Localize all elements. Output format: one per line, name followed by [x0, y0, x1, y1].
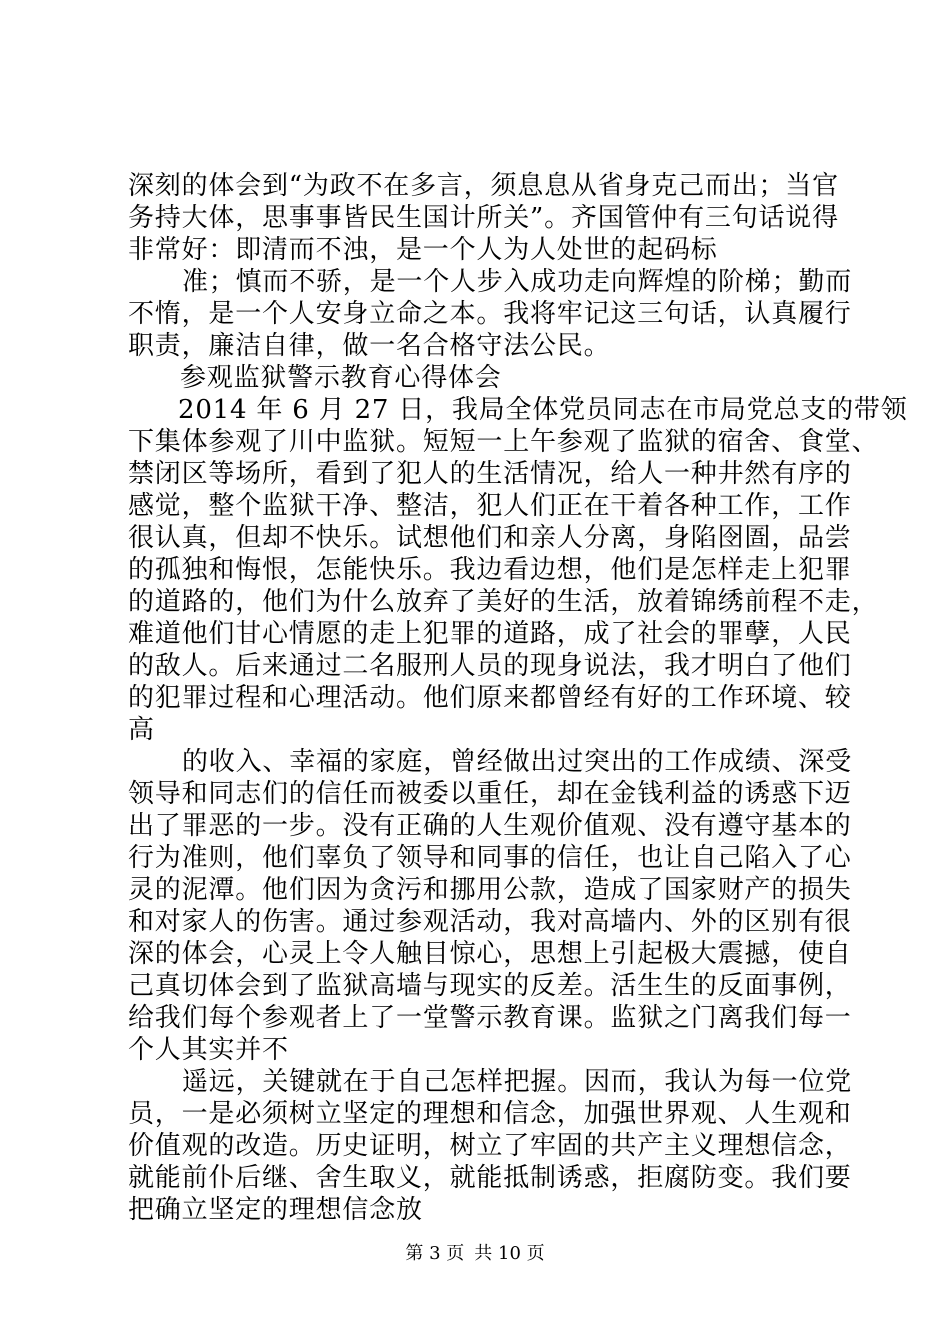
section-heading: 参观监狱警示教育心得体会: [180, 363, 502, 393]
text-line: 把确立坚定的理想信念放: [128, 1195, 423, 1225]
text-line: 深刻的体会到“为政不在多言，须息息从省身克己而出；当官: [128, 171, 839, 201]
text-line: 出了罪恶的一步。没有正确的人生观价值观、没有遵守基本的: [128, 811, 852, 841]
text-line: 2014 年 6 月 27 日，我局全体党员同志在市局党总支的带领: [178, 395, 908, 425]
text-line: 高: [128, 715, 155, 745]
text-line: 的孤独和悔恨，怎能快乐。我边看边想，他们是怎样走上犯罪: [128, 555, 852, 585]
text-line: 员，一是必须树立坚定的理想和信念，加强世界观、人生观和: [128, 1099, 852, 1129]
text-line: 非常好：即清而不浊，是一个人为人处世的起码标: [128, 235, 718, 265]
text-line: 灵的泥潭。他们因为贪污和挪用公款，造成了国家财产的损失: [128, 875, 852, 905]
text-line: 遥远，关键就在于自己怎样把握。因而，我认为每一位党: [182, 1067, 853, 1097]
text-line: 的道路的，他们为什么放弃了美好的生活，放着锦绣前程不走，: [128, 587, 879, 617]
document-body: [128, 170, 908, 1226]
text-line: 难道他们甘心情愿的走上犯罪的道路，成了社会的罪孽，人民: [128, 619, 852, 649]
text-line: 禁闭区等场所，看到了犯人的生活情况，给人一种井然有序的: [128, 459, 852, 489]
text-line: 很认真，但却不快乐。试想他们和亲人分离，身陷囹圄，品尝: [128, 523, 852, 553]
text-line: 感觉，整个监狱干净、整洁，犯人们正在干着各种工作，工作: [128, 491, 852, 521]
text-line: 的收入、幸福的家庭，曾经做出过突出的工作成绩、深受: [182, 747, 853, 777]
text-line: 己真切体会到了监狱高墙与现实的反差。活生生的反面事例，: [128, 971, 852, 1001]
text-line: 务持大体，思事事皆民生国计所关”。齐国管仲有三句话说得: [128, 203, 839, 233]
text-line: 给我们每个参观者上了一堂警示教育课。监狱之门离我们每一: [128, 1003, 852, 1033]
page-total: 共 10 页: [474, 1243, 545, 1264]
text-line: 深的体会，心灵上令人触目惊心，思想上引起极大震撼，使自: [128, 939, 852, 969]
page-footer: [0, 1243, 950, 1265]
text-line: 个人其实并不: [128, 1035, 289, 1065]
text-line: 行为准则，他们辜负了领导和同事的信任，也让自己陷入了心: [128, 843, 852, 873]
text-line: 和对家人的伤害。通过参观活动，我对高墙内、外的区别有很: [128, 907, 852, 937]
text-line: 就能前仆后继、舍生取义，就能抵制诱惑，拒腐防变。我们要: [128, 1163, 852, 1193]
text-line: 价值观的改造。历史证明，树立了牢固的共产主义理想信念，: [128, 1131, 852, 1161]
text-line: 职责，廉洁自律，做一名合格守法公民。: [128, 331, 611, 361]
page-number: 第 3 页: [405, 1243, 465, 1264]
text-line: 领导和同志们的信任而被委以重任，却在金钱利益的诱惑下迈: [128, 779, 852, 809]
text-line: 的犯罪过程和心理活动。他们原来都曾经有好的工作环境、较: [128, 683, 852, 713]
text-line: 下集体参观了川中监狱。短短一上午参观了监狱的宿舍、食堂、: [128, 427, 879, 457]
text-line: 准；慎而不骄，是一个人步入成功走向辉煌的阶梯；勤而: [182, 267, 853, 297]
text-line: 的敌人。后来通过二名服刑人员的现身说法，我才明白了他们: [128, 651, 852, 681]
text-line: 不惰，是一个人安身立命之本。我将牢记这三句话，认真履行: [128, 299, 852, 329]
